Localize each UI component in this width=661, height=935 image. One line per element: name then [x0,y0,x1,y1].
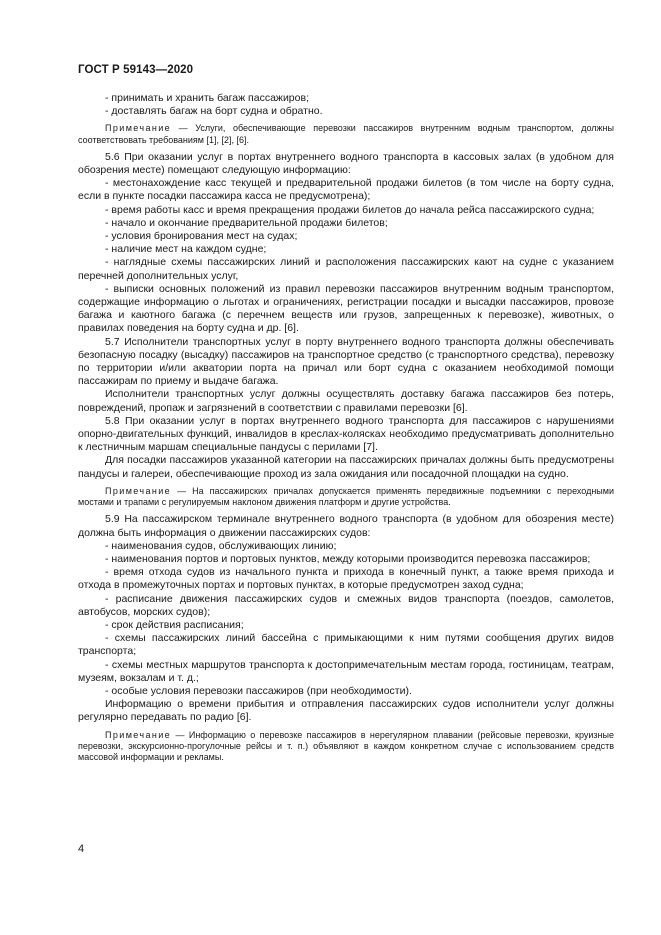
note-label: Примечание [105,485,172,496]
note-label: Примечание [105,123,172,134]
note-text: — На пассажирских причалах допускается применять передвижные подъемники с переходными мостами и трапами с регулируемым наклоном движения платформ и другие устройства. [78,485,614,508]
note-2 [78,486,614,508]
list-item: - местонахождение касс текущей и предварительной продажи билетов (в том числе на борту судна, если в пункте посадки пассажира касса не предусмотрена); [78,177,614,203]
section-5-7: 5.7 Исполнители транспортных услуг в порту внутреннего водного транспорта должны обеспечивать безопасную посадку (высадку) пассажиров на транспортное средство (с транспортного средства), перевозку по территории и/или акватории порта на причал или борт судна с оказанием необходимой помощи пассажирам по приему и выдаче багажа. [78,335,614,388]
list-item: - схемы местных маршрутов транспорта к достопримечательным местам города, гостиницам, театрам, музеям, вокзалам и т. д.; [78,658,614,684]
document-header: ГОСТ Р 59143—2020 [78,64,194,76]
list-item: - принимать и хранить багаж пассажиров; [105,92,309,104]
section-5-8: 5.8 При оказании услуг в портах внутреннего водного транспорта для пассажиров с нарушениями опорно-двигательных функций, инвалидов в креслах-колясках необходимо предусматривать дополнительно к лестничным маршам специальные пандусы с перилами [7]. [78,414,614,454]
list-item: - наименования портов и портовых пунктов, между которыми производится перевозка пассажиров; [105,552,591,565]
list-item: - наглядные схемы пассажирских линий и расположения пассажирских кают на судне с указанием перечней дополнительных услуг, [78,256,614,282]
list-item: - условия бронирования мест на судах; [105,230,298,243]
list-item: - наименования судов, обслуживающих линию; [105,539,337,552]
note-3 [78,730,614,764]
note-1 [78,123,614,145]
list-item: - особые условия перевозки пассажиров (при необходимости). [105,684,412,697]
paragraph: Исполнители транспортных услуг должны осуществлять доставку багажа пассажиров без потерь, повреждений, пропаж и загрязнений в соответствии с правилами перевозки [6]. [78,388,614,414]
note-text: — Информацию о перевозке пассажиров в нерегулярном плавании (рейсовые перевозки, круизные перевозки, экскурсионно-прогулочные рейсы и т. п.) объявляют в каждом конкретном случае с использованием средств массовой информации и рекламы. [78,729,614,762]
page-number: 4 [78,843,85,855]
list-item: - время отхода судов из начального пункта и прихода в конечный пункт, а также время прихода и отхода в промежуточных портах и портовых пунктах, в которые предусмотрен заход судна; [78,566,614,592]
document-body [78,92,614,763]
note-label: Примечание [105,729,172,740]
note-text: — Услуги, обеспечивающие перевозки пассажиров внутренним водным транспортом, должны соответствовать требованиям [1], [2], [6]. [78,123,614,145]
list-item: - начало и окончание предварительной продажи билетов; [105,216,388,229]
list-item: - схемы пассажирских линий бассейна с примыкающими к ним путями сообщения других видов транспорта; [78,632,614,658]
list-item: - выписки основных положений из правил перевозки пассажиров внутренним водным транспортом, содержащие информацию о льготах и ограничениях, регистрации посадки и высадки пассажиров, провозе багажа и каютного багажа (с перечнем веществ или грузов, запрещенных к перевозке), животных, о правилах поведения на борту судна и др. [6]. [78,282,614,335]
list-item: - срок действия расписания; [105,618,244,631]
section-5-9: 5.9 На пассажирском терминале внутреннего водного транспорта (в удобном для обозрения месте) должна быть информация о движении пассажирских судов: [78,513,614,539]
list-item: - расписание движения пассажирских судов и смежных видов транспорта (поездов, самолетов, автобусов, морских судов); [78,592,614,618]
list-item: - наличие мест на каждом судне; [105,243,267,256]
section-5-6: 5.6 При оказании услуг в портах внутреннего водного транспорта в кассовых залах (в удобном для обозрения месте) помещают следующую информацию: [78,150,614,177]
list-item: - доставлять багаж на борт судна и обратно. [105,105,323,118]
paragraph: Для посадки пассажиров указанной категории на пассажирских причалах должны быть предусмотрены пандусы и галереи, обеспечивающие проход из зала ожидания или посадочной площадки на судно. [78,454,614,480]
list-item: - время работы касс и время прекращения продажи билетов до начала рейса пассажирского судна; [105,203,595,216]
paragraph: Информацию о времени прибытия и отправления пассажирских судов исполнители услуг должны регулярно передавать по радио [6]. [78,698,614,724]
